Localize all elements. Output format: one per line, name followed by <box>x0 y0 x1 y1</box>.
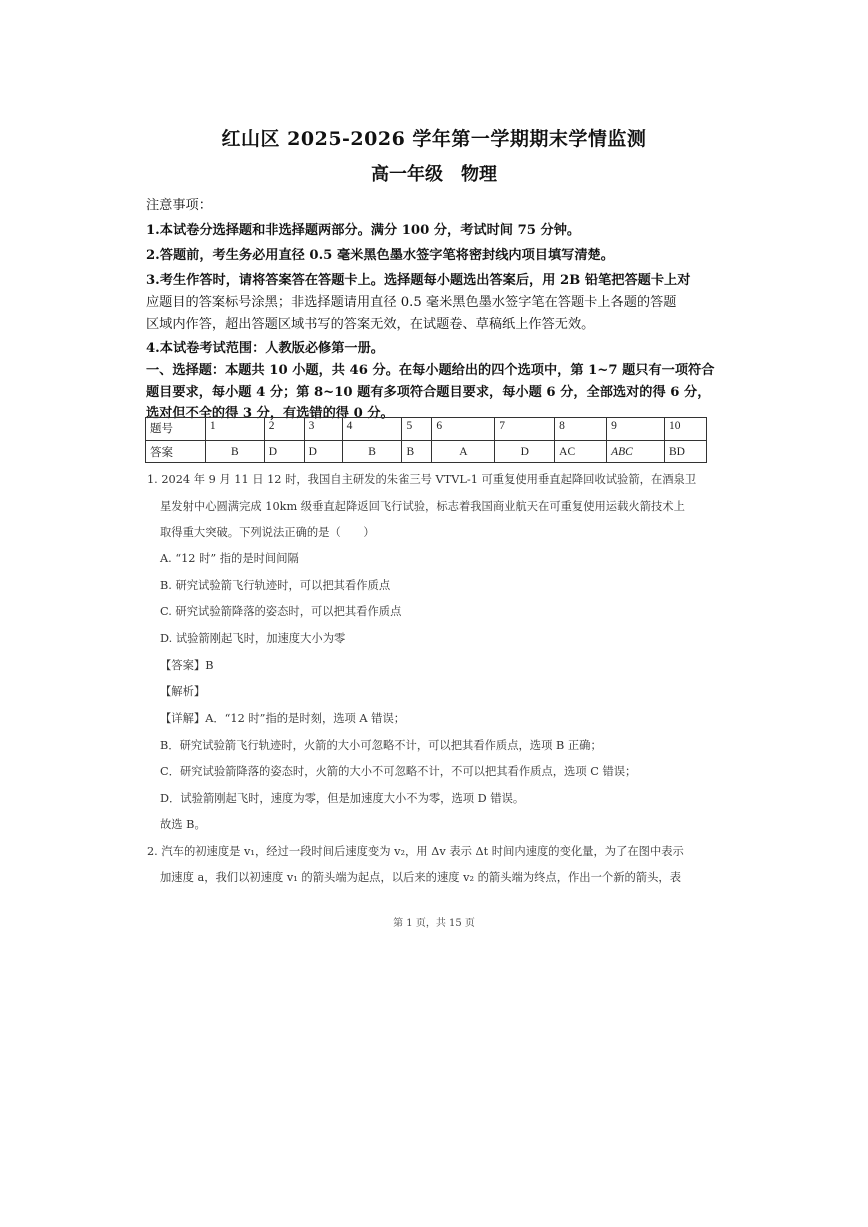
row-label-number: 题号 <box>146 418 206 441</box>
question-number-cell: 3 <box>304 418 342 441</box>
answer-cell: BD <box>664 441 706 463</box>
exam-title: 红山区 2025-2026 学年第一学期期末学情监测 <box>221 128 647 150</box>
section1-instructions-line-1: 一、选择题：本题共 10 小题，共 46 分。在每小题给出的四个选项中，第 1~7 题只有一项符合 <box>146 363 715 378</box>
question1-answer: 【答案】B <box>160 659 214 672</box>
note-item-3: 3.考生作答时，请将答案答在答题卡上。选择题每小题选出答案后，用 2B 铅笔把答题卡上对 <box>146 273 691 288</box>
question1-analysis-line-4: D．试验箭刚起飞时，速度为零，但是加速度大小不为零，选项 D 错误。 <box>160 792 525 805</box>
note-item-3-cont-1: 应题目的答案标号涂黑；非选择题请用直径 0.5 毫米黑色墨水签字笔在答题卡上各题的答题 <box>146 295 677 310</box>
question-number-cell: 6 <box>432 418 495 441</box>
exam-subtitle: 高一年级 物理 <box>371 164 497 185</box>
question1-analysis-line-1: 【详解】A．“12 时”指的是时刻，选项 A 错误； <box>160 712 406 725</box>
question-number-cell: 5 <box>402 418 432 441</box>
page-footer: 第 1 页，共 15 页 <box>393 918 475 929</box>
question-number-cell: 10 <box>664 418 706 441</box>
question1-stem-line-1: 1. 2024 年 9 月 11 日 12 时，我国自主研发的朱雀三号 VTVL-1 可重复使用垂直起降回收试验箭，在酒泉卫 <box>147 473 697 486</box>
question2-stem-line-2: 加速度 a，我们以初速度 v₁ 的箭头端为起点，以后来的速度 v₂ 的箭头端为终点，作出一个新的箭头，表 <box>160 871 681 884</box>
question1-option-c: C. 研究试验箭降落的姿态时，可以把其看作质点 <box>160 605 402 618</box>
question-number-cell: 8 <box>555 418 607 441</box>
row-label-answer: 答案 <box>146 441 206 463</box>
note-item-4: 4.本试卷考试范围：人教版必修第一册。 <box>146 341 384 356</box>
section1-instructions-line-2: 题目要求，每小题 4 分；第 8~10 题有多项符合题目要求，每小题 6 分，全部选对的得 6 分， <box>146 385 711 400</box>
answer-cell: D <box>264 441 304 463</box>
answer-table-answer-row <box>146 441 707 463</box>
section1-instructions-line-3: 选对但不全的得 3 分，有选错的得 0 分。 <box>146 406 394 421</box>
answer-cell: AC <box>555 441 607 463</box>
notes-heading: 注意事项： <box>146 198 212 213</box>
question1-stem-line-2: 星发射中心圆满完成 10km 级垂直起降返回飞行试验，标志着我国商业航天在可重复使用运载火箭技术上 <box>160 500 685 513</box>
question1-analysis-line-2: B．研究试验箭飞行轨迹时，火箭的大小可忽略不计，可以把其看作质点，选项 B 正确； <box>160 739 602 752</box>
question-number-cell: 1 <box>205 418 264 441</box>
question-number-cell: 7 <box>495 418 555 441</box>
question1-stem-line-3: 取得重大突破。下列说法正确的是（ ） <box>160 526 375 539</box>
answer-cell: B <box>205 441 264 463</box>
answer-cell: D <box>495 441 555 463</box>
question-number-cell: 2 <box>264 418 304 441</box>
question1-conclusion: 故选 B。 <box>160 818 206 831</box>
answer-cell: A <box>432 441 495 463</box>
question1-option-a: A. “12 时” 指的是时间间隔 <box>160 552 299 565</box>
note-item-2: 2.答题前，考生务必用直径 0.5 毫米黑色墨水签字笔将密封线内项目填写清楚。 <box>146 248 614 263</box>
question1-option-d: D. 试验箭刚起飞时，加速度大小为零 <box>160 632 346 645</box>
answer-cell: D <box>304 441 342 463</box>
question1-analysis-heading: 【解析】 <box>160 685 206 698</box>
answer-cell: ABC <box>607 441 665 463</box>
question-number-cell: 9 <box>607 418 665 441</box>
answer-cell: B <box>402 441 432 463</box>
answer-table <box>145 417 707 463</box>
answer-table-number-row <box>146 418 707 441</box>
question-number-cell: 4 <box>342 418 402 441</box>
note-item-1: 1.本试卷分选择题和非选择题两部分。满分 100 分，考试时间 75 分钟。 <box>146 223 581 238</box>
question1-analysis-line-3: C．研究试验箭降落的姿态时，火箭的大小不可忽略不计，不可以把其看作质点，选项 C 错误； <box>160 765 637 778</box>
answer-cell: B <box>342 441 402 463</box>
note-item-3-cont-2: 区域内作答，超出答题区域书写的答案无效，在试题卷、草稿纸上作答无效。 <box>146 317 595 332</box>
question1-option-b: B. 研究试验箭飞行轨迹时，可以把其看作质点 <box>160 579 391 592</box>
question2-stem-line-1: 2. 汽车的初速度是 v₁，经过一段时间后速度变为 v₂，用 Δv 表示 Δt 时间内速度的变化量，为了在图中表示 <box>147 845 684 858</box>
